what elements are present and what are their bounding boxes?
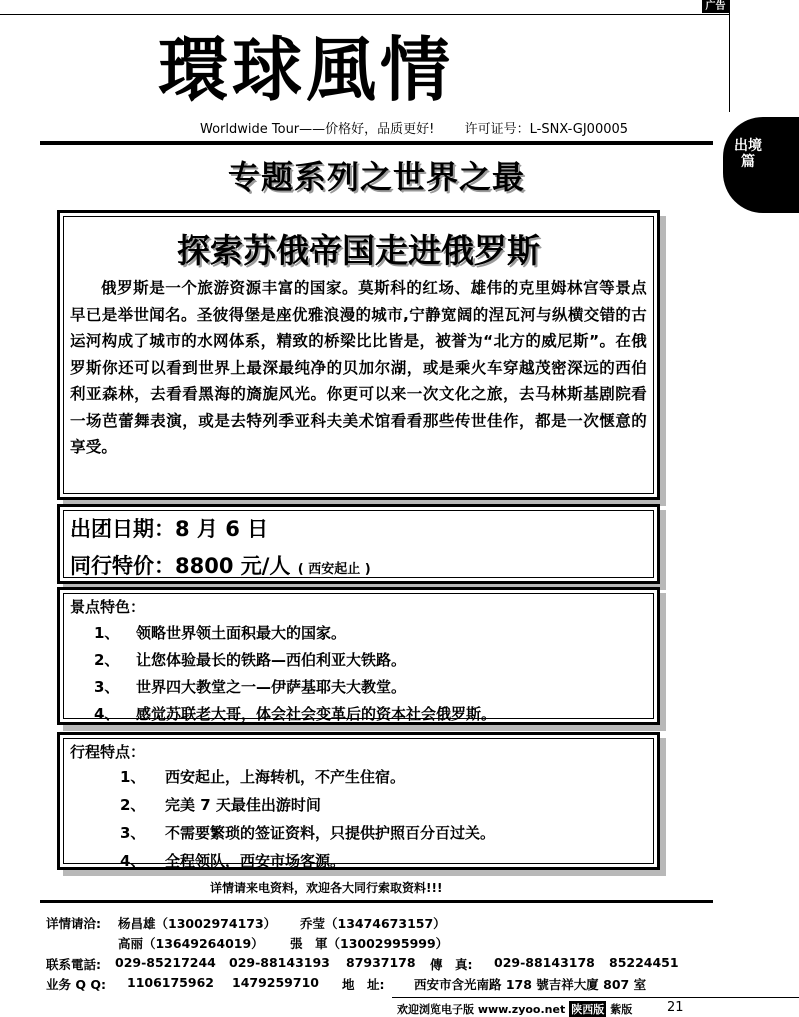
address-label: 地 址: [342,977,385,992]
footer-top-rule [392,997,799,998]
list-item: 4、 感觉苏联老大哥，体会社会变革后的资本社会俄罗斯。 [94,705,497,723]
phone-label: 联系電話: [46,957,101,972]
contact-person-3: 高丽（13649264019） [118,936,264,951]
list-item: 2、 完美 7 天最佳出游时间 [120,796,321,814]
contact-person-1: 杨昌雄（13002974173） [118,916,277,931]
footer-welcome: 欢迎浏览电子版 www.zyoo.net [397,1003,566,1016]
footer-credit [397,1001,632,1017]
top-rule [0,14,729,15]
inquiry-notice: 详情请来电资料，欢迎各大同行索取资料!!! [210,881,443,895]
fax-number-2: 85224451 [609,955,679,970]
itinerary-panel [57,732,660,870]
qq-label: 业务 Q Q: [46,977,106,992]
consult-label: 详情请洽: [46,916,101,931]
list-item: 2、 让您体验最长的铁路—西伯利亚大铁路。 [94,651,407,669]
phone-1: 029-85217244 [115,955,216,970]
special-price-label: 同行特价： [70,554,175,578]
header-rule [40,141,713,145]
qq-2: 1479259710 [232,975,319,990]
special-price [70,550,371,580]
highlights-panel [57,587,660,725]
feature-body: 俄罗斯是一个旅游资源丰富的国家。莫斯科的红场、雄伟的克里姆林宫等景点早已是举世闻名。圣彼得堡是座优雅浪漫的城市,宁静宽阔的涅瓦河与纵横交错的古运河构成了城市的水网体系，精致的桥梁比比皆是，被誉为“北方的威尼斯”。在俄罗斯你还可以看到世界上最深最纯净的贝加尔湖，或是乘火车穿越茂密深远的西伯利亚森林，去看看黑海的旖旎风光。你更可以来一次文化之旅，去马林斯基剧院看一场芭蕾舞表演，或是去特列季亚科夫美术馆看看那些传世佳作，都是一次惬意的享受。 [70,279,647,456]
highlights-title: 景点特色： [70,598,146,616]
contact-person-4: 張 軍（13002995999） [290,936,449,951]
fax-number: 029-88143178 [494,955,595,970]
highlights-list [94,620,496,728]
list-item: 3、 不需要繁琐的签证资料，只提供护照百分百过关。 [120,824,496,842]
departure-date-label: 出团日期： [70,517,175,541]
tagline-cn: ——价格好，品质更好! [299,122,435,137]
license-number: 许可证号：L-SNX-GJ00005 [464,122,629,137]
footer-rule [40,900,713,903]
feature-panel [57,210,660,500]
departure-date-value: 8 月 6 日 [175,517,269,541]
edition-name: 紫版 [610,1003,633,1016]
phone-2: 029-88143193 [229,955,330,970]
price-note: ( 西安起止 ) [297,562,371,577]
special-price-value: 8800 元/人 [175,554,291,578]
masthead-tagline [200,118,720,137]
ad-tag: 广告 [702,0,729,13]
edition-brand: 陕西版 [571,1003,605,1016]
masthead-logo: 環球風情 [158,28,454,111]
itinerary-title: 行程特点： [70,743,146,761]
departure-date [70,513,268,543]
list-item: 1、 领略世界领土面积最大的国家。 [94,624,347,642]
tagline-en: Worldwide Tour [200,122,300,137]
qq-1: 1106175962 [127,975,214,990]
top-vertical-rule [729,0,730,112]
contact-person-2: 乔莹（13474673157） [300,916,446,931]
list-item: 4、 全程领队，西安市场客源。 [120,852,346,870]
phone-3: 87937178 [346,955,416,970]
itinerary-list [120,763,495,875]
list-item: 3、 世界四大教堂之一—伊萨基耶夫大教堂。 [94,678,407,696]
page-number: 21 [667,1000,684,1015]
tour-panel [57,504,660,584]
address: 西安市含光南路 178 號吉祥大廈 807 室 [414,977,647,992]
feature-title: 探索苏俄帝国走进俄罗斯 [177,231,540,270]
section-tab-label: 出境篇 [734,138,762,170]
fax-label: 傳 真: [430,957,473,972]
page-headline: 专题系列之世界之最 [227,158,525,196]
list-item: 1、 西安起止，上海转机，不产生住宿。 [120,768,406,786]
